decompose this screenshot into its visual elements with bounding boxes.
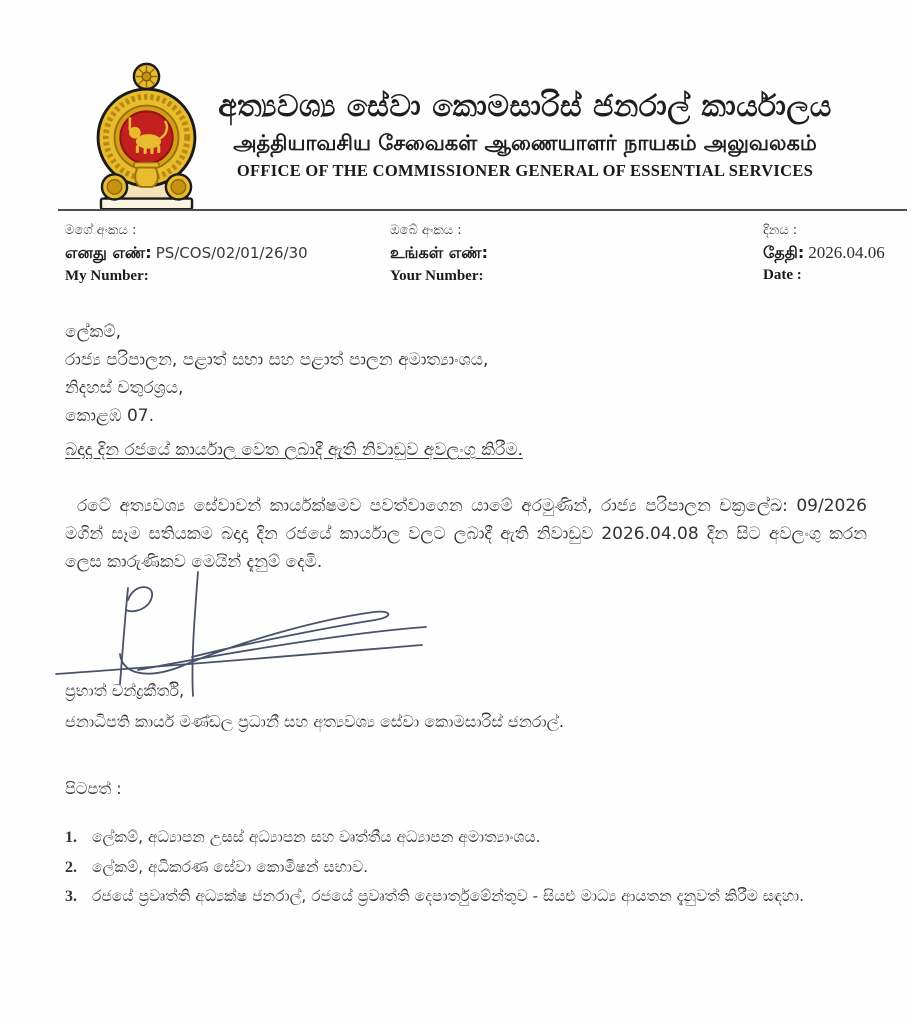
date-label-english: Date :	[763, 267, 802, 283]
copy-item-text: ලේකම්, අධ්‍යාපන උසස් අධ්‍යාපන සහ වෘත්තීය අධ්‍යාපන අමාත්‍යාංශය.	[92, 828, 541, 846]
letterhead	[205, 86, 845, 183]
recipient-line: නිදහස් චතුරශ්‍රය,	[65, 378, 184, 398]
copy-item-number: 2.	[65, 858, 77, 876]
my-number-label-sinhala: මගේ අංකය :	[65, 223, 137, 238]
office-title-english: OFFICE OF THE COMMISSIONER GENERAL OF ESSENTIAL SERVICES	[236, 161, 814, 180]
office-title-sinhala: අත්‍යවශ්‍ය සේවා කොමසාරිස් ජනරාල් කාර්යාලය	[218, 89, 832, 124]
recipient-line: කොළඹ 07.	[65, 406, 154, 426]
copy-item-text: ලේකම්, අධිකරණ සේවා කොමිෂන් සභාව.	[92, 857, 369, 876]
your-number-label-english: Your Number:	[390, 268, 484, 284]
signatory-title: ජනාධිපති කාර්ය මණ්ඩල ප්‍රධානී සහ අත්‍යවශ්‍ය සේවා කොමසාරිස් ජනරාල්.	[65, 712, 564, 731]
letterhead-divider	[58, 209, 907, 211]
your-number-value	[488, 244, 492, 262]
copies-label: පිටපත් :	[65, 779, 122, 798]
my-number-line-tamil	[65, 241, 308, 265]
copy-item	[65, 823, 910, 853]
office-title-tamil: அத்தியாவசிய சேவைகள் ஆணையாளர் நாயகம் அலுவலகம்	[233, 131, 817, 155]
copies-list	[65, 823, 910, 912]
copy-item	[65, 882, 910, 912]
date-block	[763, 221, 885, 286]
sri-lanka-national-emblem-icon	[78, 60, 215, 215]
body-paragraph: රටේ අත්‍යවශ්‍ය සේවාවන් කාර්යක්ෂමව පවත්වාගෙන යාමේ අරමුණින්, රාජ්‍ය පරිපාලන චක්‍රලේඛ: 09/2026 මගින් සෑම සතියකම බදාදා දින රජයේ කාර්යාල වලට ලබාදී ඇති නිවාඩුව 2026.04.08 දින සිට අවලංගු කරන ලෙස කාරුණිකව මෙයින් දැනුම් දෙමි.	[65, 496, 867, 572]
recipient-address	[65, 318, 488, 430]
signatory-name: ප්‍රභාත් චන්ද්‍රකීර්ති,	[65, 681, 185, 700]
your-number-label-sinhala: ඔබේ අංකය :	[390, 223, 462, 238]
date-line-tamil	[763, 241, 885, 264]
your-number-label-tamil: உங்கள் எண்:	[390, 243, 489, 262]
your-number-line-tamil	[390, 241, 492, 265]
copy-item-text: රජයේ ප්‍රවෘත්ති අධ්‍යක්ෂ ජනරාල්, රජයේ ප්‍රවෘත්ති දෙපාර්තුමේන්තුව - සියළු මාධ්‍ය ආයතන දැනුවත් කිරීම සඳහා.	[92, 887, 805, 905]
subject-line: බදාදා දින රජයේ කාර්යාල වෙත ලබාදී ඇති නිවාඩුව අවලංගු කිරීම.	[65, 440, 523, 460]
copy-item	[65, 853, 910, 883]
date-label-tamil: தேதி:	[763, 243, 805, 262]
date-value: 2026.04.06	[808, 243, 885, 262]
my-number-block	[65, 221, 308, 287]
my-number-value: PS/COS/02/01/26/30	[155, 244, 308, 262]
recipient-line: ලේකම්,	[65, 322, 121, 342]
my-number-label-tamil: எனது எண்:	[65, 243, 152, 262]
your-number-block	[390, 221, 492, 287]
signature-scribble	[52, 570, 482, 698]
copy-item-number: 3.	[65, 888, 77, 905]
my-number-label-english: My Number:	[65, 268, 149, 284]
copy-item-number: 1.	[65, 829, 77, 846]
date-label-sinhala: දිනය :	[763, 223, 798, 238]
recipient-line: රාජ්‍ය පරිපාලන, පළාත් සභා සහ පළාත් පාලන අමාත්‍යාංශය,	[65, 350, 489, 370]
